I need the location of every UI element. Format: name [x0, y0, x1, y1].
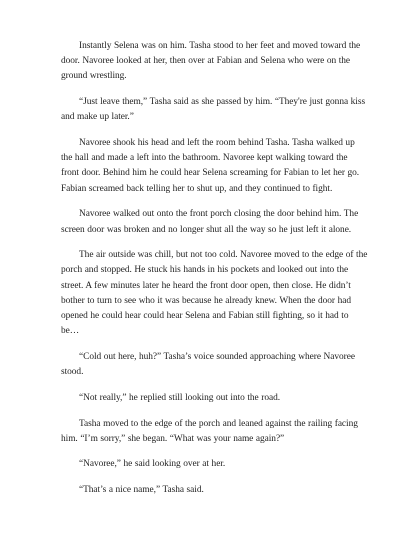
paragraph: “That’s a nice name,” Tasha said. — [79, 485, 204, 496]
paragraph: “Just leave them,” Tasha said as she passed by him. “They're just gonna kiss and make up later.” — [61, 97, 366, 123]
paragraph: Navoree walked out onto the front porch closing the door behind him. The screen door was broken and no longer shut all the way so he just left it alone. — [61, 209, 359, 235]
paragraph: Tasha moved to the edge of the porch and leaned against the railing facing him. “I’m sorry,” she began. “What was your name again?” — [61, 418, 358, 444]
paragraph: Instantly Selena was on him. Tasha stood to her feet and moved toward the door. Navoree looked at her, then over at Fabian and Selena who were on the ground wrestling. — [61, 41, 361, 82]
paragraph: The air outside was chill, but not too cold. Navoree moved to the edge of the porch and stopped. He stuck his hands in his pockets and looked out into the street. A few minutes later he heard the front door open, then close. He didn’t bother to turn to see who it was because he already knew. When the door had opened he could hear could hear Selena and Fabian still fighting, so it had to be… — [61, 250, 368, 337]
paragraph: “Not really,” he replied still looking out into the road. — [79, 392, 281, 403]
paragraph: “Navoree,” he said looking over at her. — [79, 459, 226, 470]
paragraph: “Cold out here, huh?” Tasha’s voice sounded approaching where Navoree stood. — [61, 351, 355, 378]
paragraph: Navoree shook his head and left the room behind Tasha. Tasha walked up the hall and made a left into the bathroom. Navoree kept walking toward the front door. Behind him he could hear Selena screaming for Fabian to let her go. Fabian screamed back telling her to shut up, and they continued to fight. — [61, 138, 360, 194]
